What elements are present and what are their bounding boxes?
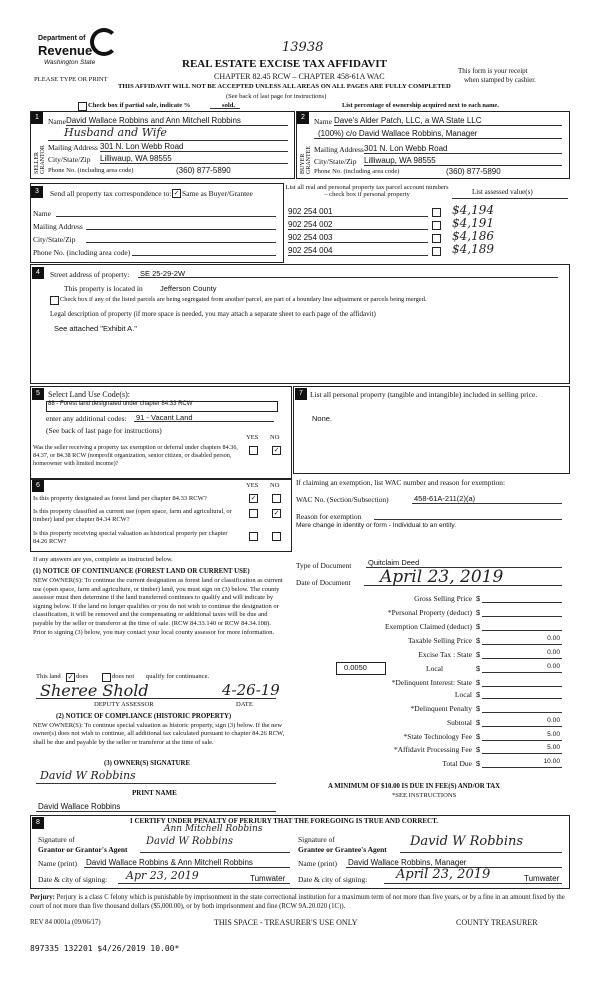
sec6-yes: YES [246, 482, 259, 489]
tax-dollar: $ [476, 650, 481, 659]
seller-address-label: Mailing Address [48, 143, 98, 152]
tax-label: Taxable Selling Price [407, 636, 472, 645]
qualify-label: qualify for continuance. [146, 673, 210, 680]
grantor-print-name: David Wallace Robbins & Ann Mitchell Robbins [86, 858, 253, 867]
tax-row2-2 [296, 704, 562, 716]
reason-line [374, 519, 562, 520]
parcel-list-header: List all real and personal property tax parcel account numbers – check box if personal property [285, 184, 449, 198]
tax-label: Exemption Claimed (deduct) [384, 622, 472, 631]
tax-line [482, 712, 562, 713]
owner-signature-title: (3) OWNER(S) SIGNATURE [104, 760, 190, 767]
tax-value: 5.00 [547, 744, 560, 751]
tax-row2-0 [296, 678, 562, 690]
tax-dollar: $ [476, 690, 481, 699]
date-label: DATE [236, 701, 253, 708]
section-number-6: 6 [32, 480, 44, 492]
notice-continuance-text: NEW OWNER(S): To continue the current designation as forest land or classification as current use (open space, farm and agriculture, or timber) land, you must sign on (3) below. The county assessor must then determine if the land transferred continues to qualify and will indicate by signing below. If the land no longer qualifies or you do not wish to continue the designation or classification, it will be removed and the compensating or additional taxes will be due and payable by the seller or transferor at the time of sale. (RCW 84.33.140 or RCW 84.34.108). Prior to signing (3) below, you may contact your local county assessor for more information. [33, 577, 283, 636]
grantor-sig-label-2: Grantor or Grantor's Agent [38, 845, 128, 854]
street-address: SE 25-29-2W [140, 269, 186, 278]
historic-no-checkbox[interactable] [272, 532, 281, 541]
assessed-values-header: List assessed value(s) [472, 188, 533, 196]
tax-line [482, 767, 562, 768]
personal-property-checkbox[interactable] [432, 221, 441, 230]
local-value: 0.00 [547, 663, 560, 670]
tax-line [482, 740, 562, 741]
personal-property-checkbox[interactable] [432, 247, 441, 256]
tax-line [482, 644, 562, 645]
current-use-question: Is this property classified as current use (open space, farm and agricultural, or timber) land per chapter 84.34 RCW? [33, 508, 232, 523]
grantee-print-label: Name (print) [298, 859, 337, 868]
grantee-city: Tumwater [524, 874, 560, 883]
tax-row2-6 [296, 759, 562, 771]
tax-label: Local [454, 690, 472, 699]
tax-line [482, 698, 562, 699]
buyer-city: Lilliwaup, WA 98555 [364, 156, 436, 165]
tax-label: Excise Tax : State [418, 650, 472, 659]
tax-dollar: $ [476, 718, 481, 727]
buyer-vertical-label: BUYER GRANTEE [300, 146, 312, 174]
parcel-line [288, 255, 428, 256]
corr-phone-line [132, 255, 276, 256]
perjury-label: Perjury: [30, 894, 55, 901]
historic-yes-checkbox[interactable] [249, 532, 258, 541]
tax-value: 0.00 [547, 649, 560, 656]
print-name-label: PRINT NAME [132, 789, 177, 797]
grantor-sig-line [140, 852, 290, 853]
receipt-note: This form is your receipt [458, 67, 528, 75]
seller-city-label: City/State/Zip [48, 155, 91, 164]
personal-property-checkbox[interactable] [432, 234, 441, 243]
document-type: Quitclaim Deed [368, 558, 420, 567]
form-revision: REV 84 0001a (09/06/17) [30, 919, 101, 926]
forest-land-question: Is this property designated as forest land per chapter 84.33 RCW? [33, 495, 207, 502]
parcel-line [288, 242, 428, 243]
parcel-line [288, 229, 428, 230]
seller-city-line [100, 163, 288, 164]
personal-property-value: None. [312, 414, 333, 423]
buyer-name-line [334, 125, 562, 126]
assessor-line [36, 698, 276, 699]
corr-city-line [86, 242, 276, 243]
grantor-print-label: Name (print) [38, 859, 77, 868]
seller-vertical-label: SELLER GRANTOR [34, 145, 46, 174]
parcel-row-2 [288, 229, 568, 245]
forest-land-yes-checkbox[interactable]: ✓ [250, 495, 257, 502]
tax-dollar: $ [476, 745, 481, 754]
parcel-line [288, 216, 428, 217]
tax-row-3 [296, 636, 562, 648]
corr-address-line [86, 229, 276, 230]
additional-codes-label: enter any additional codes: [46, 414, 127, 423]
tax-value: 0.00 [547, 635, 560, 642]
grantee-print-name: David Wallace Robbins, Manager [348, 858, 467, 867]
tax-dollar: $ [476, 622, 481, 631]
sec6-no: NO [270, 482, 280, 489]
buyer-name-line-2 [314, 138, 562, 139]
wac-label: WAC No. (Section/Subsection) [296, 495, 389, 504]
grantor-date: Apr 23, 2019 [126, 869, 199, 882]
see-attached: See attached "Exhibit A." [54, 324, 137, 333]
tax-row-0 [296, 594, 562, 606]
tax-label: *State Technology Fee [403, 732, 472, 741]
sold-label: sold. [222, 102, 236, 109]
dept-name: Revenue [38, 43, 93, 58]
tax-label: Gross Selling Price [414, 594, 472, 603]
buyer-name-label: Name [314, 117, 332, 126]
document-date-label: Date of Document [296, 578, 351, 587]
seller-address: 301 N. Lon Webb Road [100, 142, 184, 151]
grantee-signature: David W Robbins [410, 834, 524, 849]
section-number-1: 1 [31, 112, 43, 124]
tax-dollar: $ [476, 732, 481, 741]
tax-line [482, 658, 562, 659]
send-correspondence-label: Send all property tax correspondence to: [50, 189, 172, 198]
grantor-city: Tumwater [250, 874, 286, 883]
please-print: PLEASE TYPE OR PRINT [34, 76, 108, 83]
corr-address-label: Mailing Address [33, 222, 83, 231]
see-back-note: (See back of last page for instructions) [226, 93, 327, 100]
grantee-sig-label-2: Grantee or Grantee's Agent [298, 845, 387, 854]
seller-name-2: Husband and Wife [64, 126, 167, 139]
buyer-name-2: (100%) c/o David Wallace Robbins, Manager [318, 129, 478, 138]
buyer-name: Dave's Alder Patch, LLC, a WA State LLC [334, 116, 482, 125]
buyer-phone: (360) 877-5890 [446, 167, 501, 176]
cashier-stamp: 897335 132201 $4/26/2019 10.00* [30, 944, 180, 953]
sec5-yes: YES [246, 434, 259, 441]
tax-line [482, 753, 562, 754]
perjury-notice [30, 893, 568, 911]
current-use-yes-checkbox[interactable] [249, 509, 258, 518]
owner-signature: David W Robbins [40, 769, 136, 782]
local-rate: 0.0050 [344, 663, 367, 672]
section-number-4: 4 [32, 267, 44, 279]
tax-row-2 [296, 622, 562, 634]
tax-value: 10.00 [543, 758, 560, 765]
treasurer-space: THIS SPACE - TREASURER'S USE ONLY [214, 918, 358, 927]
notice-continuance-title: (1) NOTICE OF CONTINUANCE (FOREST LAND OR CURRENT USE) [33, 568, 250, 575]
tax-label: *Personal Property (deduct) [387, 608, 472, 617]
tax-row2-1 [296, 690, 562, 702]
seller-address-line [100, 151, 288, 152]
corr-city-label: City/State/Zip [33, 235, 76, 244]
section-number-2: 2 [297, 112, 309, 124]
parcel-number: 902 254 004 [288, 246, 333, 255]
street-address-label: Street address of property: [50, 270, 130, 279]
buyer-address: 301 N. Lon Webb Road [364, 144, 448, 153]
exemption-question: Was the seller receiving a property tax exemption or deferral under chapters 84.36, 84.37, or 84.38 RCW (nonprofit organization, senior citizen, or disabled person, homeowner with limited income)? [33, 444, 238, 467]
grantor-signature: David W Robbins [146, 836, 233, 847]
section-number-5: 5 [32, 388, 44, 400]
seller-phone-label: Phone No. (including area code) [48, 167, 134, 174]
county-name: Jefferson County [160, 284, 217, 293]
corr-name-label: Name [33, 209, 51, 218]
historic-question: Is this property receiving special valuation as historical property per chapter 84.26 RCW? [33, 530, 228, 545]
segregated-label: Check box if any of the listed parcels are being segregated from another parcel, are part of a boundary line adjustment or parcels being merged. [60, 296, 427, 303]
tax-label: Subtotal [446, 718, 472, 727]
print-name-line [36, 811, 276, 812]
exemption-claim-label: If claiming an exemption, list WAC number and reason for exemption: [296, 478, 506, 487]
dept-state: Washington State [44, 59, 96, 66]
this-land-label: This land [36, 673, 61, 680]
reason-value: Mere change in identity or form - Individual to an entity. [296, 522, 457, 529]
buyer-address-label: Mailing Address [314, 145, 364, 154]
form-title: REAL ESTATE EXCISE TAX AFFIDAVIT [182, 58, 387, 70]
tax-row2-5 [296, 745, 562, 757]
section-number-3: 3 [31, 186, 43, 198]
grantor-date-line [118, 883, 290, 884]
tax-label: *Affidavit Processing Fee [393, 745, 472, 754]
current-use-no-checkbox[interactable]: ✓ [273, 510, 280, 517]
tax-dollar: $ [476, 594, 481, 603]
grantee-date-label: Date & city of signing: [298, 875, 368, 884]
seller-name-line-2 [48, 140, 288, 141]
forest-land-no-checkbox[interactable] [272, 494, 281, 503]
wac-line [412, 503, 562, 504]
wac-number: 458-61A-211(2)(a) [414, 494, 476, 503]
land-use-see-back: (See back of last page for instructions) [46, 426, 162, 435]
tax-line [482, 726, 562, 727]
perjury-text: Perjury is a class C felony which is punishable by imprisonment in the state correctional institution for a maximum term of not more than five years, or by a fine in an amount fixed by the court of not more than five thousand dollars ($5,000.00), or by both imprisonment and fine (RCW 9A.20.020 (1C)). [30, 894, 565, 910]
sec5-no: NO [270, 434, 280, 441]
tax-label: *Delinquent Penalty [410, 704, 472, 713]
tax-row2-3 [296, 718, 562, 730]
does-checkbox[interactable]: ✓ [67, 674, 74, 681]
revenue-logo [38, 28, 128, 68]
exemption-yes-checkbox[interactable] [249, 446, 258, 455]
personal-property-label: List all personal property (tangible and intangible) included in selling price. [310, 390, 538, 399]
buyer-city-label: City/State/Zip [314, 157, 357, 166]
local-dollar: $ [476, 664, 481, 673]
grantor-print-line [84, 867, 290, 868]
legal-description-label: Legal description of property (if more space is needed, you may attach a separate sheet to each page of the affidavit) [50, 310, 376, 318]
seller-phone: (360) 877-5890 [176, 166, 231, 175]
document-date-line [364, 585, 562, 586]
assessed-value: $4,186 [452, 229, 494, 243]
dept-top: Department of [38, 35, 86, 42]
assessor-date: 4-26-19 [222, 681, 280, 699]
tax-row-4 [296, 650, 562, 662]
grantee-sig-label-1: Signature of [298, 835, 335, 844]
exemption-no-checkbox[interactable]: ✓ [273, 447, 280, 454]
tax-label: Total Due [442, 759, 472, 768]
tax-dollar: $ [476, 678, 481, 687]
if-any-yes: If any answers are yes, complete as instructed below. [33, 556, 173, 563]
grantee-date-line [384, 883, 562, 884]
does-not-label: does not [112, 673, 135, 680]
minimum-due: A MINIMUM OF $10.00 IS DUE IN FEE(S) AND/OR TAX [328, 783, 501, 790]
corr-phone-label: Phone No. (including area code) [33, 248, 131, 257]
county-treasurer: COUNTY TREASURER [456, 918, 538, 927]
assessed-value: $4,194 [452, 203, 494, 217]
tax-dollar: $ [476, 704, 481, 713]
tax-line [482, 602, 562, 603]
grantor-date-label: Date & city of signing: [38, 875, 108, 884]
tax-dollar: $ [476, 636, 481, 645]
deputy-assessor-label: DEPUTY ASSESSOR [94, 701, 154, 708]
same-as-buyer-checkbox[interactable]: ✓ [173, 190, 180, 197]
parcel-row-0 [288, 203, 568, 219]
seller-city: Lilliwaup, WA 98555 [100, 154, 172, 163]
assessed-value: $4,189 [452, 242, 494, 256]
grantee-date: April 23, 2019 [396, 867, 491, 882]
grantee-sig-line [400, 852, 562, 853]
handwritten-number: 13938 [282, 40, 324, 55]
select-land-use-label: Select Land Use Code(s): [48, 390, 130, 399]
print-name: David Wallace Robbins [38, 802, 121, 811]
see-instructions: *SEE INSTRUCTIONS [392, 792, 457, 799]
certify-statement: I CERTIFY UNDER PENALTY OF PERJURY THAT THE FOREGOING IS TRUE AND CORRECT. [130, 817, 439, 825]
additional-codes: 91 - Vacant Land [136, 413, 193, 422]
assessed-value: $4,191 [452, 216, 494, 230]
parcel-number: 902 254 002 [288, 220, 333, 229]
section-number-7: 7 [295, 388, 307, 400]
buyer-city-line [364, 165, 562, 166]
assessor-signature: Sheree Shold [40, 681, 149, 700]
parcel-number: 902 254 003 [288, 233, 333, 242]
segregated-checkbox[interactable] [50, 296, 59, 305]
does-label: does [76, 673, 89, 680]
grantor-signature-2: Ann Mitchell Robbins [164, 824, 263, 834]
located-in-label: This property is located in [64, 284, 143, 293]
tax-label: *Delinquent Interest: State [391, 678, 472, 687]
street-address-line [138, 277, 558, 278]
logo-mark [90, 28, 118, 56]
tax-line [482, 616, 562, 617]
tax-row-1 [296, 608, 562, 620]
parcel-number: 902 254 001 [288, 207, 333, 216]
tax-value: 5.00 [547, 731, 560, 738]
stamped-note: when stamped by cashier. [464, 76, 536, 84]
local-line [482, 672, 562, 673]
document-date: April 23, 2019 [380, 567, 504, 587]
buyer-address-line [364, 153, 562, 154]
personal-property-checkbox[interactable] [432, 208, 441, 217]
document-type-label: Type of Document [296, 561, 352, 570]
partial-sale-checkbox[interactable] [78, 102, 87, 111]
notice-compliance-text: NEW OWNER(S): To continue special valuation as historic property, sign (3) below. If the new owner(s) does not wish to continue, all additional tax calculated pursuant to chapter 84.26 RCW, shall be due and payable by the seller or transferor at the time of sale. [33, 722, 285, 746]
tax-dollar: $ [476, 608, 481, 617]
reason-label: Reason for exemption [296, 512, 362, 521]
assessed-header-line [452, 198, 568, 199]
partial-sale-label: Check box if partial sale, indicate % [88, 102, 191, 109]
additional-codes-line [134, 421, 274, 422]
tax-row2-4 [296, 732, 562, 744]
ownership-note: List percentage of ownership acquired next to each name. [342, 102, 499, 109]
same-as-buyer-label: Same as Buyer/Grantee [182, 189, 253, 198]
tax-row-local [296, 662, 562, 676]
section-number-8: 8 [32, 817, 44, 829]
land-use-selected: 88 - Forest land designated under chapter 84.33 RCW [48, 401, 193, 407]
tax-line [482, 630, 562, 631]
notice-compliance-title: (2) NOTICE OF COMPLIANCE (HISTORIC PROPERTY) [56, 713, 232, 720]
seller-name-label: Name [48, 117, 66, 126]
tax-line [482, 686, 562, 687]
corr-name-line [56, 216, 276, 217]
grantor-sig-label-1: Signature of [38, 835, 75, 844]
form-chapter: CHAPTER 82.45 RCW – CHAPTER 458-61A WAC [214, 72, 385, 81]
local-label: Local [426, 664, 444, 673]
parcel-row-1 [288, 216, 568, 232]
seller-name: David Wallace Robbins and Ann Mitchell Robbins [66, 116, 241, 125]
tax-value: 0.00 [547, 717, 560, 724]
form-warning: THIS AFFIDAVIT WILL NOT BE ACCEPTED UNLESS ALL AREAS ON ALL PAGES ARE FULLY COMPLETED [118, 83, 451, 90]
buyer-phone-label: Phone No. (including area code) [314, 168, 400, 175]
parcel-row-3 [288, 242, 568, 258]
tax-dollar: $ [476, 759, 481, 768]
owner-signature-line [36, 783, 276, 784]
